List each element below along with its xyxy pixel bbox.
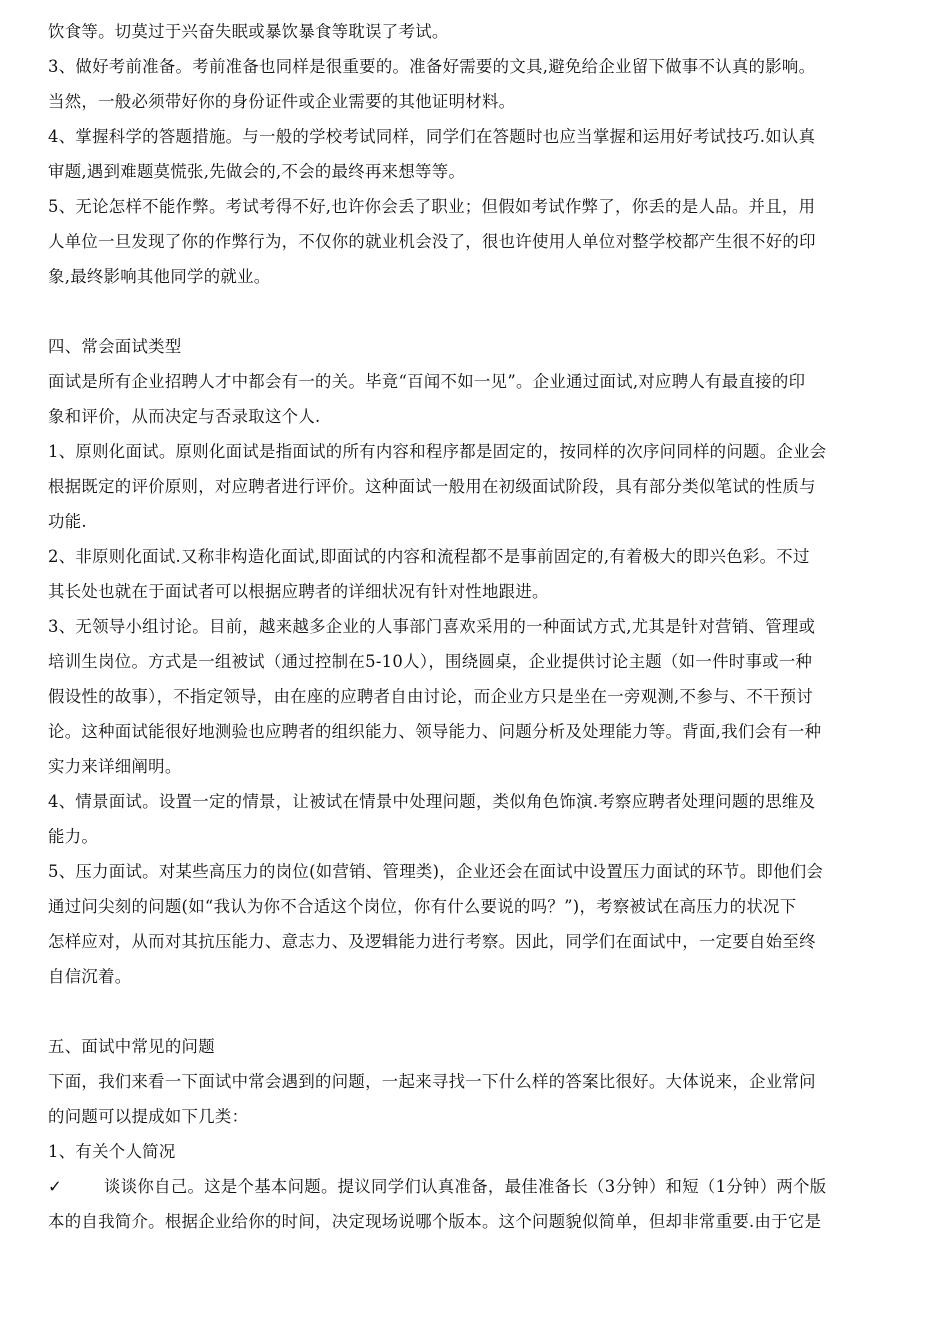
- text-line: 根据既定的评价原则，对应聘者进行评价。这种面试一般用在初级面试阶段，具有部分类似笔试的性质与: [48, 477, 816, 496]
- text-line: 面试是所有企业招聘人才中都会有一的关。毕竟“百闻不如一见”。企业通过面试,对应聘人有最直接的印: [48, 372, 806, 391]
- text-line: 人单位一旦发现了你的作弊行为，不仅你的就业机会没了，很也许使用人单位对整学校都产生很不好的印: [48, 232, 816, 251]
- text-line: 谈谈你自己。这是个基本问题。提议同学们认真准备，最佳准备长（3分钟）和短（1分钟）两个版: [104, 1177, 827, 1196]
- text-line: 审题,遇到难题莫慌张,先做会的,不会的最终再来想等等。: [48, 162, 466, 181]
- text-line: 下面，我们来看一下面试中常会遇到的问题，一起来寻找一下什么样的答案比很好。大体说来，企业常问: [48, 1072, 816, 1091]
- text-line: 5、压力面试。对某些高压力的岗位(如营销、管理类)，企业还会在面试中设置压力面试的环节。即他们会: [48, 862, 824, 881]
- text-line: 象和评价，从而决定与否录取这个人.: [48, 407, 321, 426]
- text-line: 怎样应对，从而对其抗压能力、意志力、及逻辑能力进行考察。因此，同学们在面试中，一定要自始至终: [48, 932, 816, 951]
- text-line: 本的自我简介。根据企业给你的时间，决定现场说哪个版本。这个问题貌似简单，但却非常重要.由于它是: [48, 1212, 822, 1231]
- text-line: 通过问尖刻的问题(如“我认为你不合适这个岗位，你有什么要说的吗？”)，考察被试在高压力的状况下: [48, 897, 797, 916]
- document-page: [48, 14, 906, 1239]
- text-line: 2、非原则化面试.又称非构造化面试,即面试的内容和流程都不是事前固定的,有着极大的即兴色彩。不过: [48, 547, 810, 566]
- text-line: 饮食等。切莫过于兴奋失眠或暴饮暴食等耽误了考试。: [48, 22, 449, 41]
- text-line: 5、无论怎样不能作弊。考试考得不好,也许你会丢了职业；但假如考试作弊了，你丢的是人品。并且，用: [48, 197, 816, 216]
- text-line: 3、做好考前准备。考前准备也同样是很重要的。准备好需要的文具,避免给企业留下做事不认真的影响。: [48, 57, 816, 76]
- paragraph-gap: [48, 994, 906, 1029]
- section-heading-5: 五、面试中常见的问题: [48, 1037, 215, 1056]
- subsection-heading: 1、有关个人简况: [48, 1142, 176, 1161]
- text-line: 象,最终影响其他同学的就业。: [48, 267, 271, 286]
- text-line: 的问题可以提成如下几类：: [48, 1107, 249, 1126]
- text-line: 当然，一般必须带好你的身份证件或企业需要的其他证明材料。: [48, 92, 516, 111]
- text-line: 能力。: [48, 827, 99, 846]
- section-heading-4: 四、常会面试类型: [48, 337, 182, 356]
- text-line: 功能.: [48, 512, 87, 531]
- text-line: 自信沉着。: [48, 967, 132, 986]
- text-line: 3、无领导小组讨论。目前，越来越多企业的人事部门喜欢采用的一种面试方式,尤其是针对营销、管理或: [48, 617, 816, 636]
- text-line: 4、掌握科学的答题措施。与一般的学校考试同样，同学们在答题时也应当掌握和运用好考试技巧.如认真: [48, 127, 816, 146]
- text-line: 其长处也就在于面试者可以根据应聘者的详细状况有针对性地跟进。: [48, 582, 549, 601]
- text-line: 论。这种面试能很好地测验也应聘者的组织能力、领导能力、问题分析及处理能力等。背面,我们会有一种: [48, 722, 822, 741]
- text-line: 培训生岗位。方式是一组被试（通过控制在5-10人），围绕圆桌，企业提供讨论主题（如一件时事或一种: [48, 652, 813, 671]
- text-line: 实力来详细阐明。: [48, 757, 182, 776]
- paragraph-gap: [48, 294, 906, 329]
- text-line: 假设性的故事），不指定领导，由在座的应聘者自由讨论，而企业方只是坐在一旁观测,不参与、不干预讨: [48, 687, 814, 706]
- text-line: 1、原则化面试。原则化面试是指面试的所有内容和程序都是固定的，按同样的次序问同样的问题。企业会: [48, 442, 827, 461]
- checkmark-icon: ✓: [48, 1177, 62, 1196]
- text-line: 4、情景面试。设置一定的情景，让被试在情景中处理问题，类似角色饰演.考察应聘者处理问题的思维及: [48, 792, 816, 811]
- checklist-item: [48, 1169, 906, 1204]
